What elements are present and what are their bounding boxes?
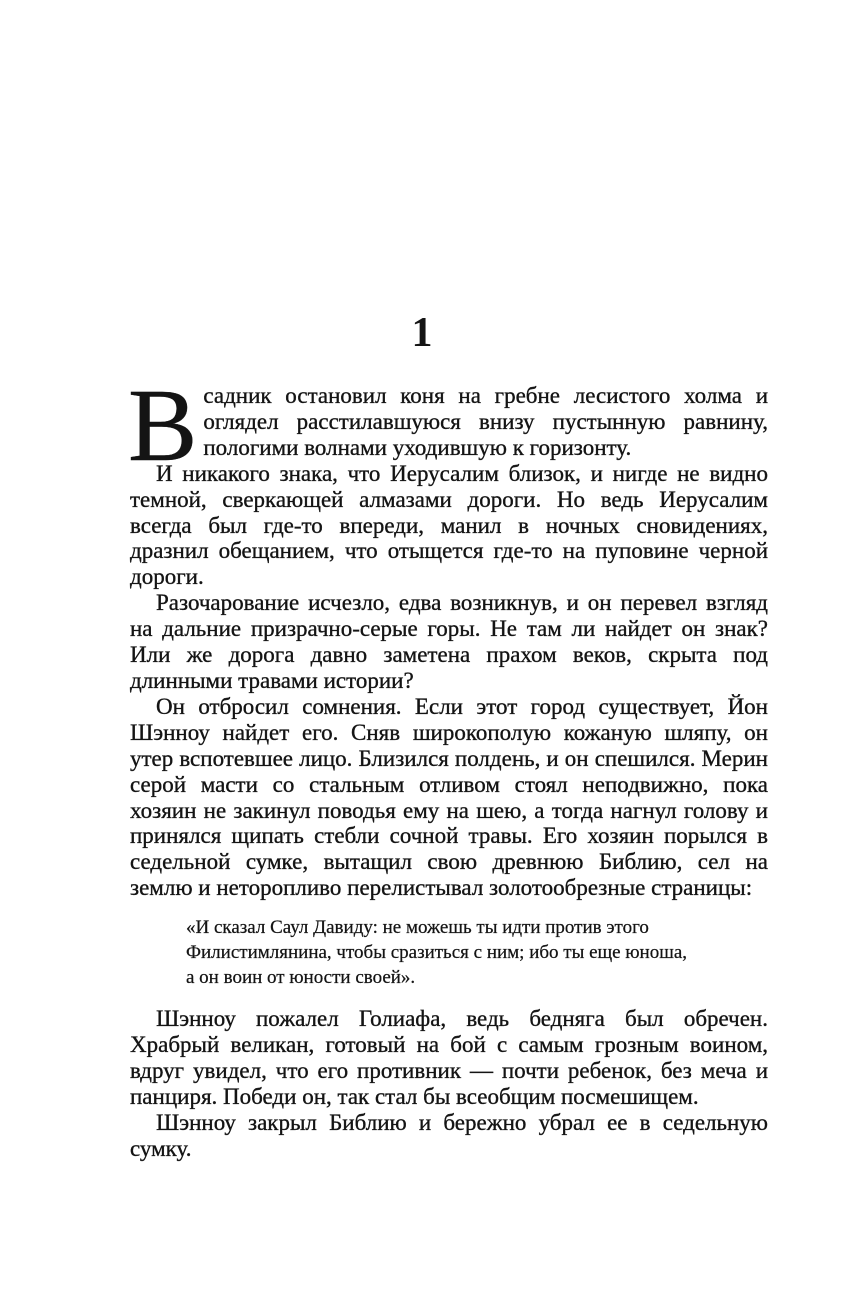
paragraph-3: Разочарование исчезло, едва возникнув, и он перевел взгляд на дальние призрачно-серые горы. Не там ли найдет он знак? Или же дорога давно заметена прахом веков, скрыта под длинными травами истории?	[130, 590, 768, 693]
quote-line-2: Филистимлянина, чтобы сразиться с ним; ибо ты еще юноша,	[186, 942, 688, 964]
drop-cap: В	[128, 368, 198, 483]
scripture-quote	[186, 915, 768, 990]
paragraph-2: И никакого знака, что Иерусалим близок, и нигде не видно темной, сверкающей алмазами дороги. Но ведь Иерусалим всегда был где-то впереди, манил в ночных сновидениях, дразнил обещанием, что отыщется где-то на пуповине черной дороги.	[130, 460, 768, 590]
paragraph-1-text: садник остановил коня на гребне лесистого холма и оглядел расстилавшуюся внизу пустынную равнину, пологими волнами уходившую к горизонту.	[203, 383, 768, 460]
paragraph-4: Он отбросил сомнения. Если этот город существует, Йон Шэнноу найдет его. Сняв широкополую кожаную шляпу, он утер вспотевшее лицо. Близился полдень, и он спешился. Мерин серой масти со стальным отливом стоял неподвижно, пока хозяин не закинул поводья ему на шею, а тогда нагнул голову и принялся щипать стебли сочной травы. Его хозяин порылся в седельной сумке, вытащил свою древнюю Библию, сел на землю и неторопливо перелистывал золотообрезные страницы:	[130, 693, 768, 901]
chapter-number: 1	[411, 310, 433, 356]
chapter-body	[128, 368, 768, 1162]
paragraph-5: Шэнноу пожалел Голиафа, ведь бедняга был обречен. Храбрый великан, готовый на бой с самым грозным воином, вдруг увидел, что его противник — почти ребенок, без меча и панциря. Победи он, так стал бы всеобщим посмешищем.	[130, 1006, 768, 1109]
paragraph-1	[128, 368, 768, 483]
quote-line-3: а он воин от юности своей».	[186, 967, 416, 989]
quote-line-1: «И сказал Саул Давиду: не можешь ты идти против этого	[186, 917, 649, 939]
paragraph-6: Шэнноу закрыл Библию и бережно убрал ее в седельную сумку.	[130, 1109, 768, 1161]
